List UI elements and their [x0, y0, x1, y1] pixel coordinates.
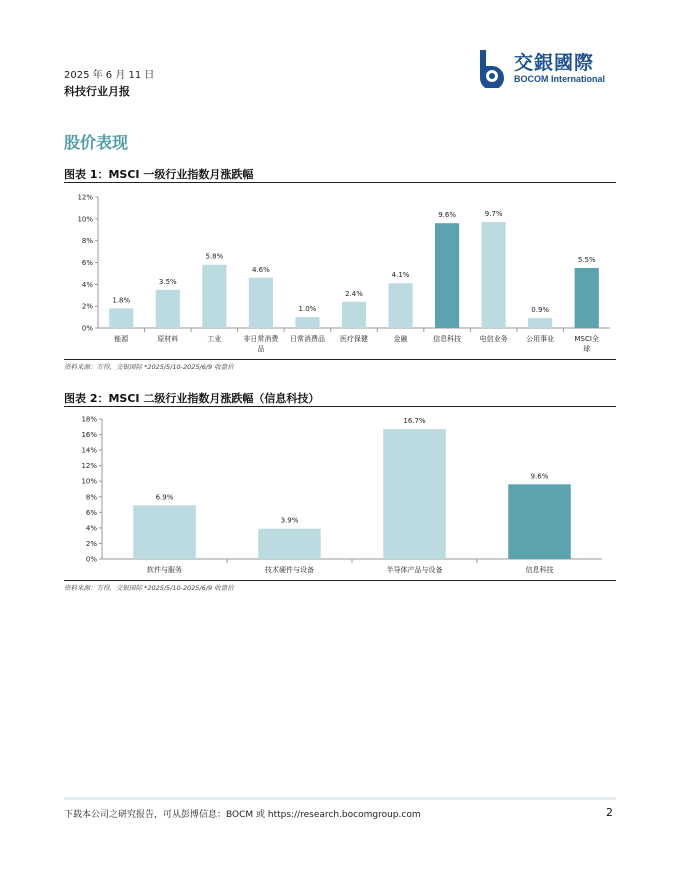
chart1-data-label: 5.8%	[205, 252, 224, 261]
chart1-bar	[342, 302, 366, 328]
figure-1-chart	[64, 186, 616, 358]
chart2-y-tick-label: 2%	[85, 539, 97, 548]
chart1-category-label: 医疗保健	[340, 335, 368, 343]
chart1-category-label: 原材料	[157, 335, 179, 343]
logo-english-text: BOCOM International	[514, 74, 606, 84]
chart2-y-tick-label: 12%	[81, 462, 97, 471]
footer-divider	[64, 797, 616, 800]
chart2-data-label: 6.9%	[155, 493, 174, 502]
chart2-y-tick-label: 14%	[81, 446, 97, 455]
chart1-category-label: 非日常消费	[243, 335, 279, 343]
chart2-y-tick-label: 18%	[81, 415, 97, 424]
figure-2-bottom-rule	[64, 580, 616, 581]
chart1-data-label: 3.5%	[158, 277, 177, 286]
figure-1-title: 图表 1：MSCI 一级行业指数月涨跌幅	[64, 168, 254, 181]
report-date: 2025 年 6 月 11 日	[64, 70, 155, 81]
figure-1-top-rule	[64, 182, 616, 183]
chart1-y-tick-label: 4%	[81, 280, 93, 289]
chart2-data-label: 9.6%	[530, 472, 549, 481]
chart1-category-label: 电信业务	[479, 335, 508, 343]
chart1-bar	[435, 223, 459, 328]
chart1-category-label: 公用事业	[526, 335, 555, 343]
chart1-category-label: 信息科技	[433, 335, 462, 343]
figure-2-source: 资料来源：万得，交银国际 *2025/5/10-2025/6/9 收盘价	[64, 584, 234, 592]
chart1-y-tick-label: 0%	[81, 324, 93, 333]
logo-chinese-text: 交銀國際	[514, 52, 595, 74]
company-logo	[474, 48, 624, 88]
chart1-data-label: 0.9%	[531, 306, 550, 315]
chart2-y-tick-label: 8%	[85, 493, 97, 502]
chart2-y-tick-label: 4%	[85, 524, 97, 533]
chart2-y-tick-label: 10%	[81, 477, 97, 486]
section-title: 股价表现	[64, 133, 129, 152]
logo-mark-icon	[474, 48, 510, 88]
figure-2-title: 图表 2：MSCI 二级行业指数月涨跌幅（信息科技）	[64, 392, 320, 405]
chart2-data-label: 3.9%	[280, 516, 299, 525]
chart2-category-label: 软件与服务	[147, 566, 182, 574]
chart1-y-tick-label: 10%	[77, 215, 93, 224]
chart1-bar	[388, 283, 412, 328]
chart1-bar	[202, 265, 226, 328]
chart1-category-label: 工业	[207, 335, 222, 343]
figure-2-chart	[64, 408, 616, 580]
chart1-bar	[575, 268, 599, 328]
chart1-data-label: 1.8%	[112, 296, 131, 305]
chart2-y-tick-label: 6%	[85, 508, 97, 517]
chart2-y-tick-label: 16%	[81, 431, 97, 440]
chart1-data-label: 9.6%	[438, 211, 456, 220]
chart2-bar	[133, 505, 196, 559]
chart1-data-label: 9.7%	[484, 210, 503, 219]
chart1-category-label: 金融	[393, 335, 408, 343]
chart1-bar	[109, 308, 133, 328]
chart2-category-label: 信息科技	[525, 566, 554, 574]
chart1-data-label: 1.0%	[298, 305, 317, 314]
chart2-data-label: 16.7%	[403, 417, 426, 426]
chart1-y-tick-label: 6%	[81, 259, 93, 267]
footer-text: 下载本公司之研究报告，可从彭博信息：BOCM 或 https://research.bocomgroup.com	[64, 810, 421, 820]
chart1-y-tick-label: 12%	[77, 193, 93, 202]
chart1-y-tick-label: 2%	[81, 302, 93, 311]
chart1-category-label: MSCI全	[574, 335, 599, 343]
page-number: 2	[606, 806, 613, 819]
chart1-bar	[249, 278, 273, 328]
figure-1-bottom-rule	[64, 359, 616, 360]
chart1-y-tick-label: 8%	[81, 237, 93, 246]
chart1-data-label: 4.6%	[252, 265, 270, 274]
chart2-category-label: 技术硬件与设备	[265, 566, 314, 574]
chart1-data-label: 5.5%	[577, 255, 596, 264]
chart2-bar	[258, 529, 321, 559]
chart1-category-label: 能源	[114, 335, 129, 343]
chart1-bar	[528, 318, 552, 328]
chart2-bar	[383, 429, 446, 559]
chart1-bar	[482, 222, 506, 328]
report-title: 科技行业月报	[64, 85, 130, 98]
chart1-bar	[295, 317, 319, 328]
chart2-y-tick-label: 0%	[85, 555, 97, 564]
figure-1-source: 资料来源：万得，交银国际 *2025/5/10-2025/6/9 收盘价	[64, 363, 234, 371]
chart2-bar	[508, 484, 571, 559]
chart1-category-label-line2: 球	[583, 345, 591, 353]
chart1-data-label: 4.1%	[391, 271, 410, 280]
chart1-bar	[156, 290, 180, 328]
chart1-data-label: 2.4%	[345, 289, 363, 298]
chart1-category-label: 日常消费品	[289, 335, 325, 343]
figure-2-top-rule	[64, 406, 616, 407]
chart1-category-label-line2: 品	[257, 345, 265, 353]
chart2-category-label: 半导体产品与设备	[386, 566, 443, 574]
